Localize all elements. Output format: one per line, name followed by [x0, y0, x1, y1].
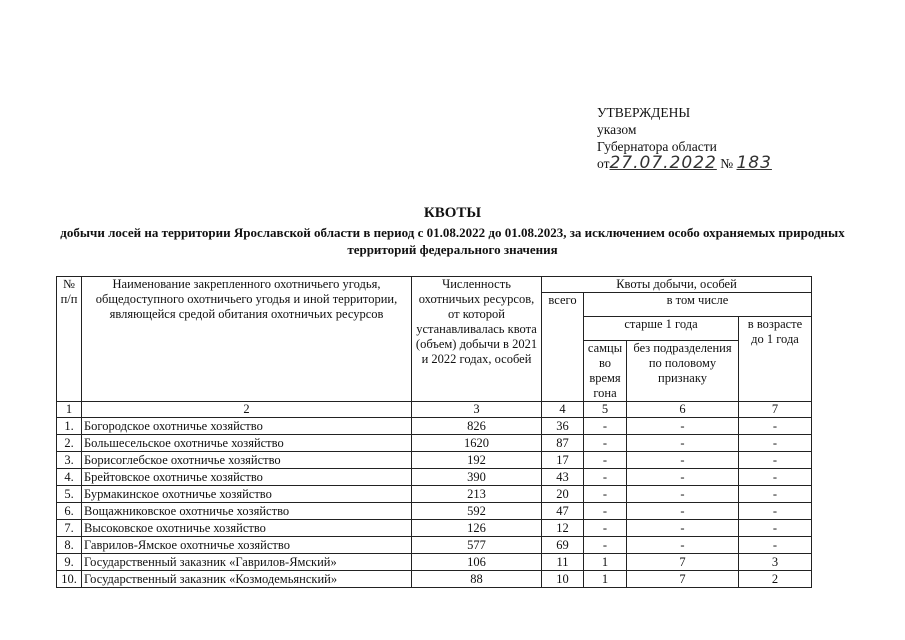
table-row: [57, 435, 812, 452]
quota-males-cell: 1: [584, 554, 627, 571]
table-row: [57, 452, 812, 469]
approval-stamp: [597, 104, 772, 172]
quota-total-cell: 17: [542, 452, 584, 469]
quota-males-cell: -: [584, 520, 627, 537]
quota-no-sex-cell: -: [627, 520, 739, 537]
quota-under-one-cell: -: [739, 503, 812, 520]
quota-no-sex-cell: -: [627, 418, 739, 435]
header-population: Численность охотничьих ресурсов, от которой устанавливалась квота (объем) добычи в 2021 и 2022 годах, особей: [412, 277, 542, 402]
row-num-cell: 5.: [57, 486, 82, 503]
header-no-sex: без подразделения по половому признаку: [627, 341, 739, 402]
quota-males-cell: 1: [584, 571, 627, 588]
hunting-ground-name-cell: Бурмакинское охотничье хозяйство: [82, 486, 412, 503]
document-heading: [0, 204, 905, 258]
quota-under-one-cell: -: [739, 452, 812, 469]
index-cell: 7: [739, 402, 812, 418]
quota-males-cell: -: [584, 452, 627, 469]
quota-under-one-cell: -: [739, 537, 812, 554]
table-row: [57, 469, 812, 486]
hunting-ground-name-cell: Государственный заказник «Козмодемьянский»: [82, 571, 412, 588]
quota-no-sex-cell: 7: [627, 571, 739, 588]
table-row: [57, 571, 812, 588]
quota-total-cell: 36: [542, 418, 584, 435]
approval-decree: указом: [597, 122, 637, 137]
table-row: [57, 418, 812, 435]
header-quota: Квоты добычи, особей: [542, 277, 812, 293]
index-cell: 3: [412, 402, 542, 418]
population-cell: 88: [412, 571, 542, 588]
population-cell: 213: [412, 486, 542, 503]
row-num-cell: 7.: [57, 520, 82, 537]
approval-authority: Губернатора области: [597, 139, 717, 154]
row-num-cell: 3.: [57, 452, 82, 469]
quota-under-one-cell: -: [739, 486, 812, 503]
quota-no-sex-cell: -: [627, 469, 739, 486]
quota-under-one-cell: -: [739, 520, 812, 537]
header-including: в том числе: [584, 293, 812, 317]
date-prefix: от: [597, 156, 610, 171]
row-num-cell: 4.: [57, 469, 82, 486]
quota-under-one-cell: 2: [739, 571, 812, 588]
hunting-ground-name-cell: Большесельское охотничье хозяйство: [82, 435, 412, 452]
index-cell: 5: [584, 402, 627, 418]
quota-no-sex-cell: -: [627, 452, 739, 469]
quota-total-cell: 11: [542, 554, 584, 571]
index-cell: 1: [57, 402, 82, 418]
document-title: КВОТЫ: [423, 205, 482, 221]
row-num-cell: 10.: [57, 571, 82, 588]
quota-total-cell: 43: [542, 469, 584, 486]
header-total: всего: [542, 293, 584, 402]
hunting-ground-name-cell: Высоковское охотничье хозяйство: [82, 520, 412, 537]
hunting-ground-name-cell: Богородское охотничье хозяйство: [82, 418, 412, 435]
quota-total-cell: 20: [542, 486, 584, 503]
population-cell: 192: [412, 452, 542, 469]
quota-males-cell: -: [584, 469, 627, 486]
header-under-one: в возрасте до 1 года: [739, 317, 812, 402]
index-cell: 4: [542, 402, 584, 418]
quota-under-one-cell: -: [739, 435, 812, 452]
document-subtitle: добычи лосей на территории Ярославской области в период с 01.08.2022 до 01.08.2023, за исключением особо охраняемых природных территорий федерального значения: [60, 225, 845, 257]
approval-date-number: [597, 155, 772, 172]
header-name: Наименование закрепленного охотничьего угодья, общедоступного охотничьего угодья и иной территории, являющейся средой обитания охотничьих ресурсов: [82, 277, 412, 402]
population-cell: 577: [412, 537, 542, 554]
quota-total-cell: 87: [542, 435, 584, 452]
table-row: [57, 520, 812, 537]
quota-total-cell: 12: [542, 520, 584, 537]
number-prefix: №: [720, 156, 734, 171]
row-num-cell: 8.: [57, 537, 82, 554]
quota-males-cell: -: [584, 435, 627, 452]
row-num-cell: 6.: [57, 503, 82, 520]
quota-under-one-cell: -: [739, 418, 812, 435]
table-row: [57, 486, 812, 503]
table-row: [57, 554, 812, 571]
quota-no-sex-cell: 7: [627, 554, 739, 571]
quota-no-sex-cell: -: [627, 435, 739, 452]
quota-males-cell: -: [584, 486, 627, 503]
header-males: самцы во время гона: [584, 341, 627, 402]
index-row: [57, 402, 812, 418]
quota-males-cell: -: [584, 537, 627, 554]
hunting-ground-name-cell: Вощажниковское охотничье хозяйство: [82, 503, 412, 520]
quota-no-sex-cell: -: [627, 486, 739, 503]
quota-under-one-cell: -: [739, 469, 812, 486]
population-cell: 390: [412, 469, 542, 486]
population-cell: 1620: [412, 435, 542, 452]
population-cell: 126: [412, 520, 542, 537]
quota-under-one-cell: 3: [739, 554, 812, 571]
row-num-cell: 1.: [57, 418, 82, 435]
hunting-ground-name-cell: Государственный заказник «Гаврилов-Ямский»: [82, 554, 412, 571]
quota-total-cell: 47: [542, 503, 584, 520]
population-cell: 826: [412, 418, 542, 435]
table-row: [57, 537, 812, 554]
quota-males-cell: -: [584, 503, 627, 520]
hunting-ground-name-cell: Борисоглебское охотничье хозяйство: [82, 452, 412, 469]
approval-title: УТВЕРЖДЕНЫ: [597, 105, 691, 120]
row-num-cell: 9.: [57, 554, 82, 571]
hunting-ground-name-cell: Гаврилов-Ямское охотничье хозяйство: [82, 537, 412, 554]
index-cell: 6: [627, 402, 739, 418]
approval-number: 183: [736, 153, 772, 173]
index-cell: 2: [82, 402, 412, 418]
quota-table: [56, 276, 812, 588]
hunting-ground-name-cell: Брейтовское охотничье хозяйство: [82, 469, 412, 486]
header-older: старше 1 года: [584, 317, 739, 341]
approval-date: 27.07.2022: [609, 153, 717, 173]
header-num: № п/п: [57, 277, 82, 402]
quota-total-cell: 10: [542, 571, 584, 588]
population-cell: 592: [412, 503, 542, 520]
table-row: [57, 503, 812, 520]
quota-no-sex-cell: -: [627, 503, 739, 520]
population-cell: 106: [412, 554, 542, 571]
quota-total-cell: 69: [542, 537, 584, 554]
row-num-cell: 2.: [57, 435, 82, 452]
quota-no-sex-cell: -: [627, 537, 739, 554]
quota-males-cell: -: [584, 418, 627, 435]
